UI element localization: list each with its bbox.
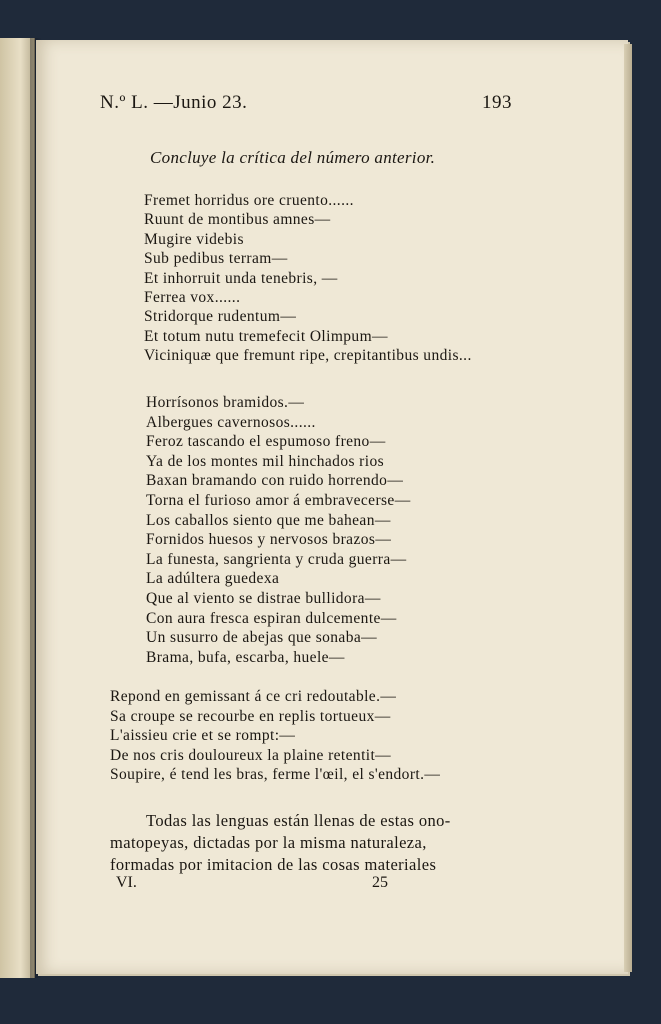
verse-line: Et inhorruit unda tenebris, —	[144, 269, 338, 287]
verse-line: Un susurro de abejas que sonaba—	[146, 629, 378, 647]
verse-line: Horrísonos bramidos.—	[146, 394, 305, 411]
verse-line: Con aura fresca espiran dulcemente—	[146, 609, 397, 627]
verse-line: Et totum nutu tremefecit Olimpum—	[144, 327, 388, 345]
prose-paragraph	[110, 810, 451, 876]
verse-line: L'aissieu crie et se rompt:—	[110, 727, 296, 745]
verse-line: La funesta, sangrienta y cruda guerra—	[146, 550, 407, 568]
verse-line: Fremet horridus ore cruento......	[144, 192, 354, 209]
prose-line: Todas las lenguas están llenas de estas ono-	[146, 811, 451, 830]
verse-line: Fornidos huesos y nervosos brazos—	[146, 531, 392, 549]
verse-line: Los caballos siento que me bahean—	[146, 511, 391, 529]
verse-line: Ruunt de montibus amnes—	[144, 211, 331, 229]
verse-line: Albergues cavernosos......	[146, 413, 316, 431]
page-edge	[624, 44, 632, 972]
verse-line: Viciniquæ que fremunt ripe, crepitantibus undis...	[144, 347, 472, 365]
verse-line: Stridorque rudentum—	[144, 308, 297, 326]
spanish-verses	[146, 393, 411, 667]
page-number: 193	[482, 92, 512, 113]
volume-marker: VI.	[116, 874, 137, 891]
verse-line: Ya de los montes mil hinchados rios	[146, 452, 385, 470]
verse-line: Repond en gemissant á ce cri redoutable.—	[110, 688, 397, 705]
latin-verses	[144, 191, 472, 366]
section-subtitle: Concluye la crítica del número anterior.	[150, 148, 436, 167]
verse-line: De nos cris douloureux la plaine retentit—	[110, 746, 392, 764]
verse-line: Feroz tascando el espumoso freno—	[146, 433, 386, 451]
verse-line: Baxan bramando con ruido horrendo—	[146, 472, 404, 490]
issue-header: N.º L. —Junio 23.	[100, 92, 248, 113]
verse-line: Soupire, é tend les bras, ferme l'œil, el s'endort.—	[110, 766, 441, 784]
french-verses	[110, 687, 440, 785]
verse-line: Mugire videbis	[144, 230, 244, 248]
verse-line: Brama, bufa, escarba, huele—	[146, 648, 345, 666]
verse-line: Ferrea vox......	[144, 289, 241, 307]
prose-line: formadas por imitacion de las cosas materiales	[110, 855, 437, 874]
verse-line: Sub pedibus terram—	[144, 250, 288, 268]
verse-line: Sa croupe se recourbe en replis tortueux—	[110, 707, 391, 725]
verse-line: La adúltera guedexa	[146, 570, 280, 588]
prose-line: matopeyas, dictadas por la misma naturaleza,	[110, 833, 427, 852]
verse-line: Que al viento se distrae bullidora—	[146, 589, 381, 607]
signature-mark: 25	[372, 874, 388, 891]
verse-line: Torna el furioso amor á embravecerse—	[146, 491, 411, 509]
